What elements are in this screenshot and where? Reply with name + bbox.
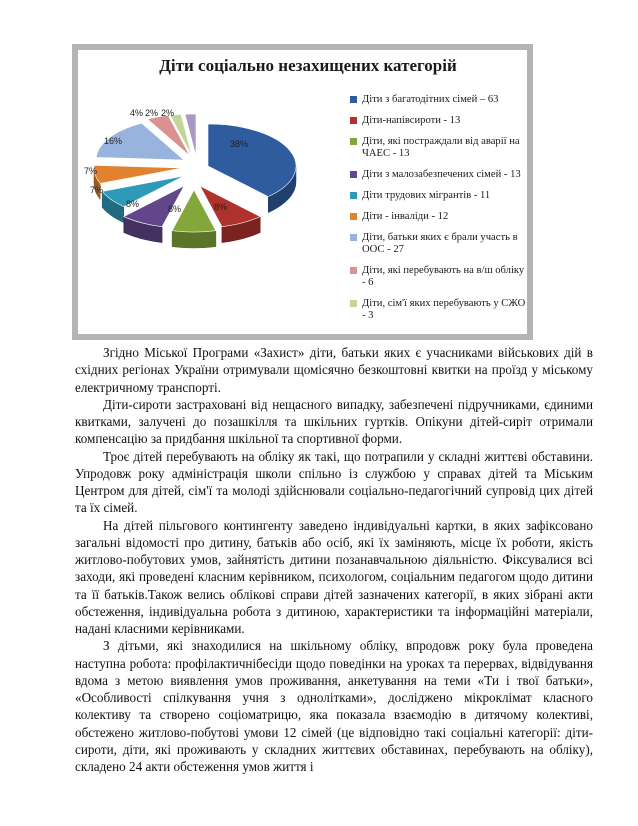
legend-item	[350, 265, 526, 289]
legend-swatch	[350, 300, 357, 307]
legend-item	[350, 136, 526, 160]
legend-item	[350, 232, 526, 256]
legend-label: Діти - інваліди - 12	[362, 211, 449, 222]
legend-swatch	[350, 192, 357, 199]
legend-label: Діти, батьки яких є брали участь в ООС - 27	[362, 232, 518, 255]
slice-label: 4%	[130, 108, 144, 118]
slice-label: 16%	[104, 136, 123, 146]
chart-legend	[350, 94, 526, 331]
legend-swatch	[350, 171, 357, 178]
paragraph: Троє дітей перебувають на обліку як такі, що потрапили у складні життєві обставини. Упродовж року адміністрація школи спільно із службою у справах дітей та Міським Центром для дітей, сім'ї та молоді здійснювали соціально-педагогічний супровід цих дітей та їх сімей.	[75, 448, 593, 516]
slice-label: 38%	[230, 139, 249, 149]
legend-label: Діти з малозабезпечених сімей - 13	[362, 169, 521, 180]
paragraph: Діти-сироти застраховані від нещасного випадку, забезпечені підручниками, єдиними квитками, залучені до позашкілля та шкільних гуртків. Опікуни дітей-сиріт отримали компенсацію за придбання шкільної та спортивної форми.	[75, 396, 593, 447]
slice-label: 2%	[161, 108, 175, 118]
paragraph: З дітьми, які знаходилися на шкільному обліку, впродовж року була проведена наступна робота: профілактичнібесіди щодо поведінки на уроках та перервах, відвідування вдома з метою виявлення умов проживання, анкетування на теми «Ти і твої батьки», «Особливості спілкування учня з однолітками», досліджено мікроклімат класного колективу та створено соціоматрицю, яка показала взаємодію в дитячому колективі, обстежено житлово-побутові умови 12 сімей (це відповідно такі соціальні категорії: діти-сироти, діти, які проживають у складних життєвих обставинах, перебувають на обліку), складено 24 акти обстеження умов життя і	[75, 638, 593, 774]
legend-swatch	[350, 213, 357, 220]
pie-chart-plot	[78, 50, 348, 334]
legend-swatch	[350, 117, 357, 124]
legend-label: Діти, які перебувають на в/ш обліку - 6	[362, 265, 525, 288]
slice-label: 8%	[214, 202, 228, 212]
legend-item	[350, 211, 526, 223]
legend-label: Діти-напівсироти - 13	[362, 115, 461, 126]
legend-swatch	[350, 234, 357, 241]
legend-label: Діти, які постраждали від аварії на ЧАЕС - 13	[362, 136, 520, 159]
legend-label: Діти трудових мігрантів - 11	[362, 190, 491, 201]
slice-label: 8%	[168, 204, 182, 214]
legend-label: Діти, сім'ї яких перебувають у СЖО - 3	[362, 298, 526, 321]
slice-label: 7%	[84, 166, 98, 176]
slice-label: 7%	[90, 185, 104, 195]
legend-item	[350, 298, 526, 322]
body-text	[75, 344, 593, 775]
legend-swatch	[350, 96, 357, 103]
chart-title: Діти соціально незахищених категорій	[159, 56, 457, 75]
legend-item	[350, 169, 526, 181]
legend-item	[350, 190, 526, 202]
legend-item	[350, 94, 526, 106]
legend-swatch	[350, 267, 357, 274]
slice-label: 2%	[145, 108, 159, 118]
pie-chart	[72, 44, 533, 340]
legend-label: Діти з багатодітних сімей – 63	[362, 94, 499, 105]
legend-item	[350, 115, 526, 127]
slice-label: 8%	[126, 199, 140, 209]
legend-swatch	[350, 138, 357, 145]
paragraph: Згідно Міської Програми «Захист» діти, батьки яких є учасниками військових дій в східних регіонах України отримували щомісячно безкоштовні квитки на проїзд у міському електричному транспорті.	[75, 345, 593, 395]
paragraph: На дітей пільгового контингенту заведено індивідуальні картки, в яких зафіксовано загальні відомості про дитину, батьків або осіб, які їх заміняють, місце їх роботи, якість житлово-побутових умов, зайнятість дитини позанавчальною діяльністю. Фіксувалися всі заходи, які проведені класним керівником, психологом, соціальним педагогом щодо дитини та її батьків.Також велись облікові справи дітей зазначених категорії, в яких зібрані акти обстеження, індивідуальна робота з дитиною, характеристики та інформаційні матеріали, надані класними керівниками.	[75, 517, 593, 636]
